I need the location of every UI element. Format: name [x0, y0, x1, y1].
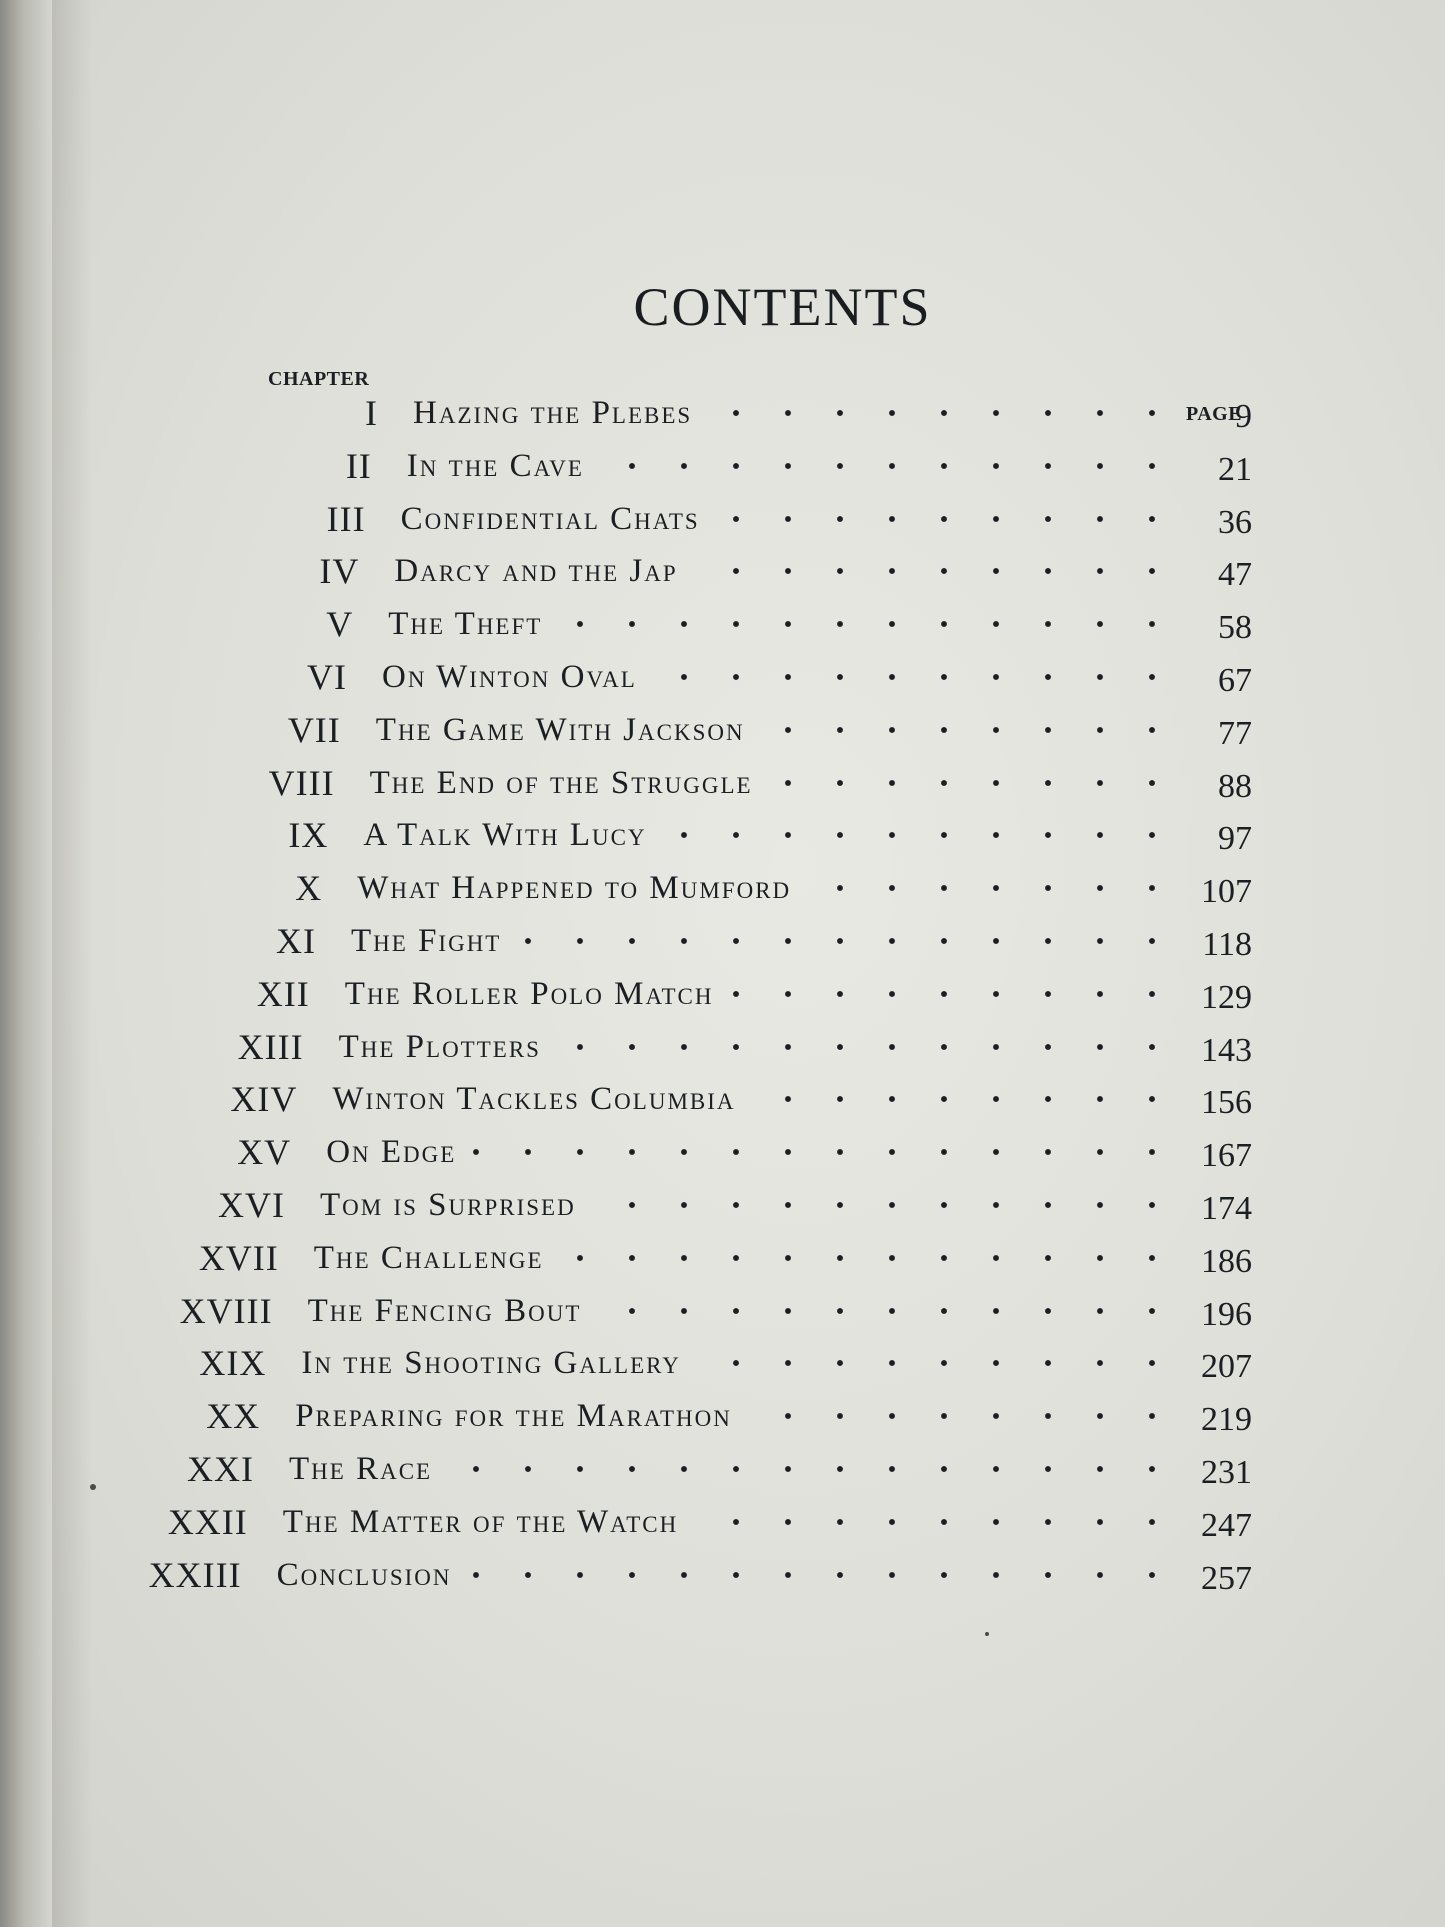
toc-row	[0, 1340, 1445, 1386]
dot-leader	[596, 1288, 1178, 1334]
chapter-number: VI	[307, 657, 347, 697]
chapter-number: XVII	[198, 1237, 279, 1278]
toc-row	[0, 1446, 1445, 1492]
page-number: 129	[1201, 978, 1252, 1016]
toc-row	[0, 496, 1445, 542]
chapter-title: The End of the Struggle	[369, 764, 753, 801]
chapter-title: The Challenge	[313, 1239, 544, 1276]
chapter-number: XIV	[230, 1079, 298, 1120]
chapter-title: In the Shooting Gallery	[301, 1345, 681, 1382]
chapter-number: IX	[288, 815, 329, 856]
page-number: 67	[1218, 662, 1252, 699]
chapter-number: IV	[319, 551, 360, 592]
chapter-title: The Race	[289, 1451, 433, 1487]
dot-leader	[515, 918, 1178, 964]
toc-row	[0, 1288, 1445, 1334]
page-number: 9	[1235, 398, 1252, 435]
page-number: 207	[1201, 1348, 1252, 1386]
dot-leader	[746, 1393, 1178, 1439]
chapter-title: Preparing for the Marathon	[295, 1398, 732, 1435]
dot-leader	[660, 812, 1178, 858]
chapter-title: Confidential Chats	[400, 500, 700, 537]
page-column-header: PAGE	[1186, 403, 1243, 425]
page-number: 247	[1201, 1506, 1252, 1544]
page-number: 21	[1218, 450, 1252, 488]
dot-leader	[805, 865, 1178, 911]
chapter-title: Tom is Surprised	[320, 1187, 576, 1223]
page-number: 97	[1218, 820, 1252, 858]
chapter-column-header: CHAPTER	[268, 368, 370, 390]
dot-leader	[466, 1552, 1178, 1598]
paper-speck	[90, 1484, 96, 1490]
toc-row	[0, 865, 1445, 911]
page-number: 47	[1218, 556, 1252, 594]
toc-row	[0, 601, 1445, 647]
chapter-number: V	[326, 604, 354, 645]
chapter-title: The Game With Jackson	[375, 711, 745, 748]
toc-row	[0, 1182, 1445, 1228]
toc-row	[0, 1235, 1445, 1281]
page-number: 231	[1201, 1454, 1252, 1491]
page-number: 58	[1218, 609, 1252, 647]
chapter-title: The Fencing Bout	[307, 1292, 582, 1329]
chapter-number: XIX	[199, 1343, 267, 1384]
chapter-number: VIII	[268, 762, 335, 803]
toc-row	[0, 1552, 1445, 1598]
page-number: 118	[1202, 926, 1252, 963]
dot-leader	[692, 1499, 1178, 1545]
chapter-number: X	[295, 868, 323, 909]
chapter-number: XX	[206, 1396, 261, 1437]
toc-row	[0, 812, 1445, 858]
toc-row	[0, 1076, 1445, 1122]
page-number: 167	[1201, 1137, 1252, 1175]
chapter-title: On Winton Oval	[382, 659, 637, 695]
toc-row	[0, 1393, 1445, 1439]
toc-row	[0, 971, 1445, 1017]
chapter-title: Winton Tackles Columbia	[332, 1081, 736, 1118]
chapter-title: The Plotters	[338, 1028, 541, 1065]
chapter-number: XI	[276, 921, 316, 961]
page-number: 88	[1218, 767, 1252, 805]
toc-row	[0, 390, 1445, 436]
dot-leader	[714, 496, 1178, 542]
chapter-number: VII	[287, 709, 341, 750]
chapter-number: III	[326, 498, 366, 539]
dot-leader	[749, 1076, 1178, 1122]
chapter-number: XXI	[187, 1449, 254, 1489]
page-number: 257	[1201, 1559, 1252, 1597]
chapter-title: A Talk With Lucy	[363, 817, 647, 854]
toc-row	[0, 1129, 1445, 1175]
dot-leader	[470, 1129, 1178, 1175]
page-number: 77	[1218, 714, 1252, 752]
chapter-title: Darcy and the Jap	[394, 553, 678, 590]
page-number: 36	[1218, 503, 1252, 541]
dot-leader	[556, 601, 1178, 647]
toc-row	[0, 1024, 1445, 1070]
chapter-number: XXII	[167, 1501, 248, 1542]
chapter-title: In the Cave	[406, 447, 584, 484]
toc-row	[0, 443, 1445, 489]
chapter-number: I	[365, 393, 378, 433]
toc-row	[0, 654, 1445, 700]
chapter-number: XII	[256, 973, 310, 1014]
paper-speck	[985, 1632, 989, 1636]
dot-leader	[759, 707, 1178, 753]
chapter-title: Hazing the Plebes	[413, 395, 693, 431]
chapter-number: XIII	[237, 1026, 304, 1067]
page-number: 143	[1201, 1031, 1252, 1069]
page-number: 107	[1201, 873, 1252, 911]
toc-row	[0, 918, 1445, 964]
dot-leader	[651, 654, 1178, 700]
dot-leader	[555, 1024, 1178, 1070]
dot-leader	[767, 760, 1178, 806]
toc-row	[0, 760, 1445, 806]
dot-leader	[694, 1340, 1178, 1386]
chapter-title: The Roller Polo Match	[344, 975, 714, 1012]
dot-leader	[558, 1235, 1178, 1281]
page-number: 219	[1201, 1401, 1252, 1439]
toc-row	[0, 548, 1445, 594]
chapter-title: On Edge	[326, 1134, 457, 1171]
dot-leader	[598, 443, 1178, 489]
chapter-title: The Fight	[351, 923, 502, 959]
page-number: 156	[1201, 1084, 1252, 1122]
chapter-title: The Matter of the Watch	[282, 1503, 679, 1540]
toc-row	[0, 1499, 1445, 1545]
dot-leader	[706, 390, 1178, 436]
toc-row	[0, 707, 1445, 753]
chapter-number: II	[345, 445, 372, 486]
page-number: 186	[1201, 1242, 1252, 1280]
dot-leader	[590, 1182, 1178, 1228]
chapter-number: XV	[237, 1132, 292, 1173]
page-number: 196	[1201, 1295, 1252, 1333]
dot-leader	[446, 1446, 1178, 1492]
chapter-title: What Happened to Mumford	[357, 870, 792, 907]
chapter-title: Conclusion	[276, 1556, 452, 1593]
page-title: CONTENTS	[633, 277, 932, 337]
page-number: 174	[1201, 1190, 1252, 1227]
chapter-title: The Theft	[388, 606, 543, 643]
dot-leader	[728, 971, 1178, 1017]
chapter-number: XXIII	[148, 1554, 242, 1595]
chapter-number: XVI	[218, 1185, 285, 1225]
dot-leader	[691, 548, 1178, 594]
chapter-number: XVIII	[179, 1290, 273, 1331]
